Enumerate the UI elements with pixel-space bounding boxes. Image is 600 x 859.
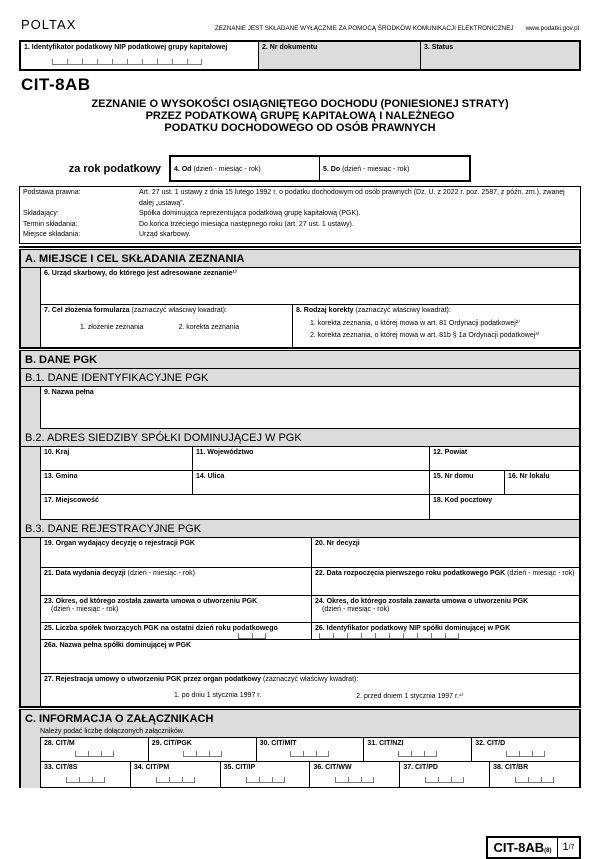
field-36-comb-input[interactable] — [335, 777, 374, 783]
field-15-nr-domu-input[interactable] — [430, 471, 505, 494]
e-filing-notice: ZEZNANIE JEST SKŁADANE WYŁĄCZNIE ZA POMOCĄ ŚRODKÓW KOMUNIKACJI ELEKTRONICZNEJ — [214, 25, 514, 32]
tax-year-row — [19, 155, 581, 182]
masthead-right — [215, 25, 579, 32]
field-32-cit-d[interactable] — [472, 738, 579, 761]
field-26-nip-spolki — [312, 623, 579, 639]
field-19-organ-input[interactable] — [41, 538, 312, 567]
form-code-heading: CIT-8AB — [21, 75, 91, 94]
field-33-label: 33. CIT/8S — [44, 763, 78, 771]
legal-text: Urząd skarbowy. — [139, 231, 191, 238]
podatki-url[interactable]: www.podatki.gov.pl — [525, 25, 579, 32]
field-5-do-input[interactable] — [320, 157, 469, 180]
field-26-comb-input[interactable] — [319, 633, 576, 639]
field-21-hint: (dzień - miesiąc - rok) — [127, 569, 195, 577]
field-26a-nazwa-spolki-input[interactable] — [41, 640, 579, 673]
field-8-option-1[interactable]: 1. korekta zeznania, o której mowa w art. 81 Ordynacji podatkowej²⁾ — [310, 320, 520, 328]
field-10-label: 10. Kraj — [44, 448, 70, 456]
field-16-nr-lokalu-input[interactable] — [505, 471, 579, 494]
field-38-label: 38. CIT/BR — [493, 763, 529, 771]
field-5-label: 5. Do — [323, 166, 341, 173]
form-title-line3: PODATKU DOCHODOWEGO OD OSÓB PRAWNYCH — [164, 122, 436, 134]
field-14-label: 14. Ulica — [196, 472, 225, 480]
field-23-hint: (dzień - miesiąc - rok) — [51, 606, 119, 614]
field-7-label: 7. Cel złożenia formularza — [44, 306, 130, 314]
field-25-comb-input[interactable] — [238, 633, 308, 639]
field-1-nip[interactable] — [21, 42, 259, 69]
poltax-logo: POLTAX — [21, 17, 77, 32]
field-36-label: 36. CIT/WW — [313, 763, 352, 771]
field-16-label: 16. Nr lokalu — [508, 472, 550, 480]
field-28-cit-m[interactable] — [41, 738, 149, 761]
section-b — [19, 351, 581, 706]
legal-row-termin — [23, 220, 577, 231]
footer-code-text: CIT-8AB — [493, 839, 545, 855]
legal-label: Składający: — [23, 210, 59, 217]
section-c-title: C. INFORMACJA O ZAŁĄCZNIKACH — [25, 712, 214, 725]
legal-label: Termin składania: — [23, 220, 78, 228]
field-20-nr-decyzji-input[interactable] — [312, 538, 579, 567]
field-3-status — [421, 42, 579, 69]
field-38-cit-br[interactable] — [490, 762, 579, 787]
field-3-label: 3. Status — [424, 44, 454, 51]
field-12-powiat-input[interactable] — [430, 447, 579, 470]
field-23-label: 23. Okres, od którego została zawarta umowa o utworzeniu PGK — [44, 597, 258, 605]
page-footer-box — [486, 836, 581, 859]
section-a-title: A. MIEJSCE I CEL SKŁADANIA ZEZNANIA — [21, 250, 579, 268]
field-7-option-1[interactable]: 1. złożenie zeznania — [80, 324, 144, 332]
field-8-label: 8. Rodzaj korekty — [296, 306, 354, 314]
field-32-label: 32. CIT/D — [475, 739, 506, 747]
field-24-label: 24. Okres, do którego została zawarta umowa o utworzeniu PGK — [315, 597, 529, 605]
field-24-hint: (dzień - miesiąc - rok) — [322, 606, 390, 614]
form-title-line1: ZEZNANIE O WYSOKOŚCI OSIĄGNIĘTEGO DOCHODU (PONIESIONEJ STRATY) — [91, 98, 509, 110]
field-29-comb-input[interactable] — [183, 751, 222, 757]
legal-info-box — [19, 186, 581, 244]
field-11-label: 11. Województwo — [196, 448, 254, 456]
field-9-nazwa-input[interactable] — [41, 387, 579, 428]
field-33-comb-input[interactable] — [66, 777, 105, 783]
field-18-label: 18. Kod pocztowy — [433, 496, 493, 504]
field-6-urzad-input[interactable] — [41, 268, 579, 304]
field-9-label: 9. Nazwa pełna — [44, 388, 94, 396]
field-38-comb-input[interactable] — [515, 777, 554, 783]
field-31-cit-nzi[interactable] — [364, 738, 472, 761]
section-b1-title: B.1. DANE IDENTYFIKACYJNE PGK — [21, 369, 579, 387]
section-b3-title: B.3. DANE REJESTRACYJNE PGK — [21, 520, 579, 538]
legal-text: Spółka dominująca reprezentująca podatkową grupę kapitałową (PGK). — [139, 210, 361, 217]
field-29-cit-pgk[interactable] — [149, 738, 257, 761]
field-22-label: 22. Data rozpoczęcia pierwszego roku podatkowego PGK — [315, 569, 506, 577]
footer-page-number — [558, 838, 579, 857]
nip-comb-input[interactable] — [52, 59, 255, 65]
field-2-label: 2. Nr dokumentu — [262, 44, 318, 51]
field-18-kod-pocztowy-input[interactable] — [430, 495, 579, 519]
field-4-hint: (dzień - miesiąc - rok) — [193, 166, 261, 173]
field-31-label: 31. CIT/NZI — [367, 739, 404, 747]
field-20-label: 20. Nr decyzji — [315, 539, 360, 547]
field-25-label: 25. Liczba spółek tworzących PGK na ostatni dzień roku podatkowego — [44, 624, 278, 632]
field-24-okres-do-input[interactable] — [312, 596, 579, 622]
field-31-comb-input[interactable] — [398, 751, 437, 757]
section-b1-body — [21, 387, 579, 429]
section-b2-body — [21, 447, 579, 520]
field-32-comb-input[interactable] — [506, 751, 545, 757]
field-22-data-rozpoczecia-input[interactable] — [312, 568, 579, 595]
section-b2-title: B.2. ADRES SIEDZIBY SPÓŁKI DOMINUJĄCEJ W PGK — [21, 429, 579, 447]
field-14-ulica-input[interactable] — [193, 471, 430, 494]
tax-year-boxes — [169, 155, 471, 182]
field-26-label: 26. Identyfikator podatkowy NIP spółki dominującej w PGK — [315, 624, 511, 632]
legal-text: Art. 27 ust. 1 ustawy z dnia 15 lutego 1992 r. o podatku dochodowym od osób prawnych (Dz. U. z 2022 r. poz. 2587, z późn. zm.), zwanej dalej „ustawą”. — [139, 189, 565, 207]
section-b-title: B. DANE PGK — [21, 351, 579, 369]
field-8-hint: (zaznaczyć właściwy kwadrat): — [355, 306, 451, 314]
field-7-hint: (zaznaczyć właściwy kwadrat): — [131, 306, 227, 314]
legal-text: Do końca trzeciego miesiąca następnego roku (art. 27 ust. 1 ustawy). — [139, 220, 354, 228]
field-26a-label: 26a. Nazwa pełna spółki dominującej w PGK — [44, 641, 192, 649]
field-2-nr-dokumentu — [259, 42, 421, 69]
field-34-cit-pm[interactable] — [131, 762, 221, 787]
section-c — [19, 710, 581, 788]
section-c-subtitle: Należy podać liczbę dołączonych załączników. — [40, 727, 185, 735]
field-13-label: 13. Gmina — [44, 472, 78, 480]
field-1-label: 1. Identyfikator podatkowy NIP podatkowej grupy kapitałowej — [24, 44, 228, 51]
field-30-label: 30. CIT/MIT — [259, 739, 297, 747]
footer-page-total: /7 — [568, 843, 575, 851]
field-27-hint: (zaznaczyć właściwy kwadrat): — [263, 675, 359, 683]
field-37-cit-pd[interactable] — [400, 762, 490, 787]
field-35-label: 35. CIT/IP — [223, 763, 256, 771]
field-4-od-input[interactable] — [171, 157, 320, 180]
field-33-cit-8s[interactable] — [41, 762, 131, 787]
field-21-data-decyzji-input[interactable] — [41, 568, 312, 595]
field-30-comb-input[interactable] — [290, 751, 329, 757]
field-12-label: 12. Powiat — [433, 448, 468, 456]
field-28-comb-input[interactable] — [75, 751, 114, 757]
footer-version: (8) — [544, 847, 552, 854]
field-7-cel-zlozenia — [41, 305, 293, 347]
footer-form-code — [488, 838, 558, 857]
field-22-hint: (dzień - miesiąc - rok) — [507, 569, 575, 577]
id-row — [19, 40, 581, 71]
field-25-liczba-spolek — [41, 623, 312, 639]
field-8-rodzaj-korekty — [293, 305, 579, 347]
field-30-cit-mit[interactable] — [257, 738, 365, 761]
legal-row-skladajacy — [23, 209, 577, 220]
legal-row-miejsce — [23, 230, 577, 241]
field-36-cit-ww[interactable] — [310, 762, 400, 787]
field-11-wojewodztwo-input[interactable] — [193, 447, 430, 470]
footer-page-current: 1 — [562, 841, 569, 853]
field-27-option-2[interactable]: 2. przed dniem 1 stycznia 1997 r.⁴⁾ — [356, 693, 464, 701]
field-23-okres-od-input[interactable] — [41, 596, 312, 622]
field-17-label: 17. Miejscowość — [44, 496, 99, 504]
field-17-miejscowosc-input[interactable] — [41, 495, 430, 519]
field-7-option-2[interactable]: 2. korekta zeznania — [178, 324, 240, 332]
form-title-line2: PRZEZ PODATKOWĄ GRUPĘ KAPITAŁOWĄ I NALEŻNEGO — [145, 110, 455, 122]
field-29-label: 29. CIT/PGK — [151, 739, 192, 747]
section-a — [19, 250, 581, 347]
field-19-label: 19. Organ wydający decyzję o rejestracji PGK — [44, 539, 195, 547]
section-a-body — [21, 268, 579, 347]
legal-label: Miejsce składania: — [23, 231, 81, 238]
form-title — [19, 98, 581, 134]
section-b3-body — [21, 538, 579, 706]
masthead — [19, 18, 581, 32]
field-37-label: 37. CIT/PD — [403, 763, 438, 771]
field-4-label: 4. Od — [174, 166, 192, 173]
field-13-gmina-input[interactable] — [41, 471, 193, 494]
field-28-label: 28. CIT/M — [44, 739, 75, 747]
section-c-body — [21, 727, 579, 788]
field-27-label: 27. Rejestracja umowy o utworzeniu PGK przez organ podatkowy — [44, 675, 262, 683]
field-27-rejestracja-umowy — [41, 674, 579, 706]
legal-label: Podstawa prawna: — [23, 189, 81, 196]
field-5-hint: (dzień - miesiąc - rok) — [342, 166, 410, 173]
field-34-comb-input[interactable] — [156, 777, 195, 783]
field-35-cit-ip[interactable] — [221, 762, 311, 787]
field-37-comb-input[interactable] — [425, 777, 464, 783]
field-6-label: 6. Urząd skarbowy, do którego jest adresowane zeznanie¹⁾ — [44, 269, 237, 277]
field-15-label: 15. Nr domu — [433, 472, 474, 480]
field-8-option-2[interactable]: 2. korekta zeznania, o której mowa w art. 81b § 1a Ordynacji podatkowej³⁾ — [310, 332, 540, 340]
field-35-comb-input[interactable] — [246, 777, 285, 783]
field-10-kraj-input[interactable] — [41, 447, 193, 470]
field-21-label: 21. Data wydania decyzji — [44, 569, 126, 577]
tax-year-label: za rok podatkowy — [68, 162, 161, 175]
field-34-label: 34. CIT/PM — [133, 763, 170, 771]
field-27-option-1[interactable]: 1. po dniu 1 stycznia 1997 r. — [174, 692, 262, 700]
legal-row-podstawa — [23, 188, 577, 209]
